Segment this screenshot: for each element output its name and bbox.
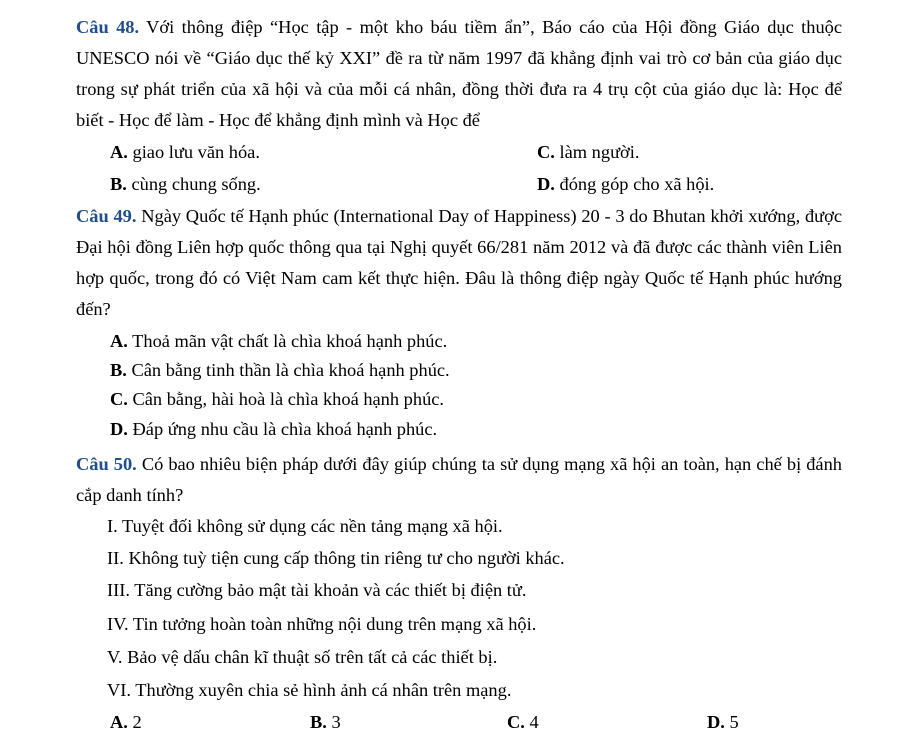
option-text: Đáp ứng nhu cầu là chìa khoá hạnh phúc. (132, 419, 438, 439)
question-number: Câu 50. (76, 454, 137, 474)
statement-item: VI. Thường xuyên chia sẻ hình ảnh cá nhân trên mạng. (107, 680, 512, 700)
option-label: A. (110, 142, 128, 162)
option-d[interactable] (110, 414, 437, 445)
option-c[interactable] (110, 384, 444, 415)
question-text: Với thông điệp “Học tập - một kho báu tiềm ẩn”, Báo cáo của Hội đồng Giáo dục thuộc UNESCO nói về “Giáo dục thế kỷ XXI” đề ra từ năm 1997 đã khẳng định vai trò cơ bản của giáo dục trong sự phát triển của xã hội và của mỗi cá nhân, đồng thời đưa ra 4 trụ cột của giáo dục là: Học để biết - Học để làm - Học để khẳng định mình và Học để (76, 17, 842, 130)
question-50 (76, 449, 842, 511)
statement-item: IV. Tin tưởng hoàn toàn những nội dung trên mạng xã hội. (107, 614, 537, 634)
option-label: B. (110, 360, 127, 380)
statement-item: III. Tăng cường bảo mật tài khoản và các thiết bị điện tử. (107, 580, 527, 600)
option-text: Cân bằng tinh thần là chìa khoá hạnh phúc. (131, 360, 450, 380)
statement-item: II. Không tuỳ tiện cung cấp thông tin riêng tư cho người khác. (107, 548, 565, 568)
option-label: D. (110, 419, 128, 439)
option-label: C. (537, 142, 555, 162)
option-label: A. (110, 712, 128, 732)
statement-item: V. Bảo vệ dấu chân kĩ thuật số trên tất cả các thiết bị. (107, 647, 498, 667)
option-d[interactable] (707, 707, 739, 738)
option-label: D. (537, 174, 555, 194)
option-label: B. (310, 712, 327, 732)
option-label: D. (707, 712, 725, 732)
option-c[interactable] (507, 707, 539, 738)
option-c[interactable] (537, 137, 639, 168)
question-48 (76, 12, 842, 136)
question-text: Ngày Quốc tế Hạnh phúc (International Day of Happiness) 20 - 3 do Bhutan khởi xướng, được Đại hội đồng Liên hợp quốc thông qua tại Nghị quyết 66/281 năm 2012 và đã được các thành viên Liên hợp quốc, trong đó có Việt Nam cam kết thực hiện. Đâu là thông điệp ngày Quốc tế Hạnh phúc hướng đến? (76, 206, 842, 319)
option-label: A. (110, 331, 128, 351)
question-number: Câu 48. (76, 17, 140, 37)
option-text: 3 (331, 712, 341, 732)
option-text: cùng chung sống. (131, 174, 261, 194)
option-text: làm người. (559, 142, 640, 162)
option-text: 4 (529, 712, 539, 732)
option-text: 2 (132, 712, 142, 732)
option-d[interactable] (537, 169, 714, 200)
option-text: Thoả mãn vật chất là chìa khoá hạnh phúc. (132, 331, 448, 351)
option-b[interactable] (110, 355, 450, 386)
option-label: C. (507, 712, 525, 732)
option-a[interactable] (110, 326, 447, 357)
option-text: giao lưu văn hóa. (132, 142, 260, 162)
question-49 (76, 201, 842, 325)
question-number: Câu 49. (76, 206, 137, 226)
option-a[interactable] (110, 707, 142, 738)
option-label: C. (110, 389, 128, 409)
option-text: đóng góp cho xã hội. (559, 174, 715, 194)
option-b[interactable] (310, 707, 341, 738)
question-text: Có bao nhiêu biện pháp dưới đây giúp chúng ta sử dụng mạng xã hội an toàn, hạn chế bị đánh cắp danh tính? (76, 454, 842, 505)
option-label: B. (110, 174, 127, 194)
option-b[interactable] (110, 169, 261, 200)
option-text: Cân bằng, hài hoà là chìa khoá hạnh phúc. (132, 389, 445, 409)
option-a[interactable] (110, 137, 260, 168)
statement-item: I. Tuyệt đối không sử dụng các nền tảng mạng xã hội. (107, 516, 503, 536)
option-text: 5 (729, 712, 739, 732)
